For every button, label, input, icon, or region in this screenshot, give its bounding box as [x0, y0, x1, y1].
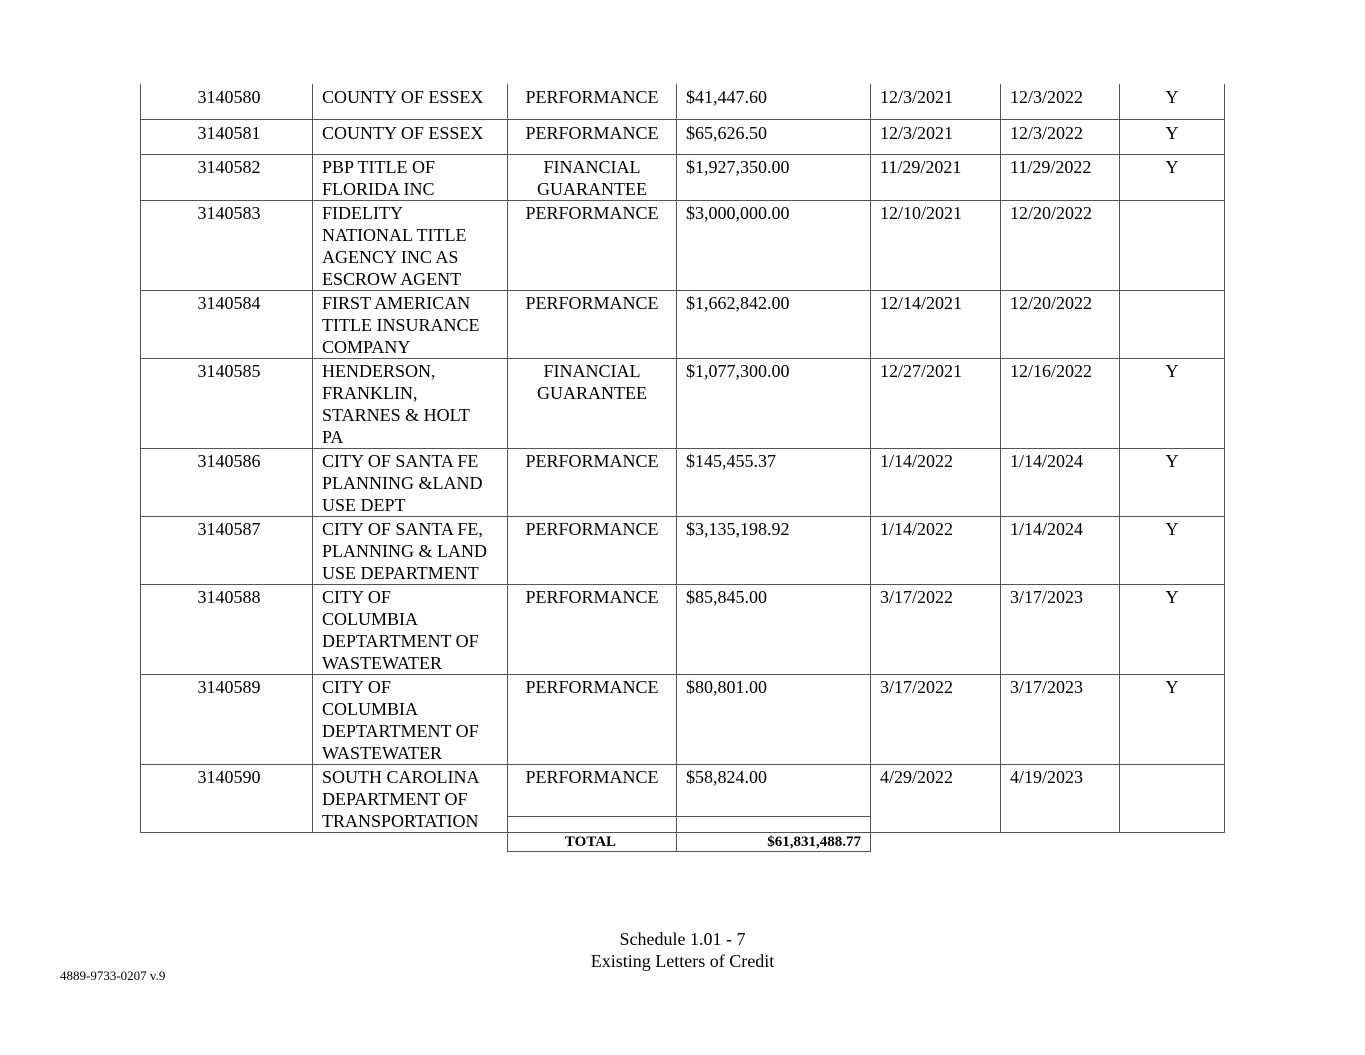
loc-number: 3140581 — [141, 119, 313, 154]
loc-type — [508, 154, 677, 200]
expiry-date: 11/29/2022 — [1001, 154, 1120, 200]
loc-type — [508, 84, 677, 119]
beneficiary-line: CITY OF SANTA FE, — [322, 518, 483, 539]
loc-type-line: PERFORMANCE — [525, 87, 659, 107]
document-id: 4889-9733-0207 v.9 — [60, 968, 166, 983]
expiry-date: 3/17/2023 — [1001, 584, 1120, 674]
loc-number: 3140585 — [141, 358, 313, 448]
loc-type — [508, 200, 677, 290]
beneficiary-line: ESCROW AGENT — [322, 268, 462, 289]
loc-type-line: PERFORMANCE — [525, 676, 659, 697]
expiry-date: 12/20/2022 — [1001, 200, 1120, 290]
loc-type-line: GUARANTEE — [537, 178, 647, 199]
beneficiary-line: CITY OF — [322, 676, 391, 697]
expiry-date: 1/14/2024 — [1001, 448, 1120, 516]
beneficiary-line: FRANKLIN, — [322, 382, 418, 403]
loc-type — [508, 358, 677, 448]
expiry-date: 12/16/2022 — [1001, 358, 1120, 448]
table-row — [141, 516, 1225, 584]
loc-type — [508, 119, 677, 154]
loc-type-line: PERFORMANCE — [525, 518, 659, 539]
beneficiary — [313, 674, 508, 764]
issue-date: 4/29/2022 — [871, 764, 1001, 832]
beneficiary-line: STARNES & HOLT — [322, 404, 470, 425]
beneficiary-line: COLUMBIA — [322, 698, 419, 719]
loc-number: 3140583 — [141, 200, 313, 290]
amount: $58,824.00 — [677, 764, 871, 832]
beneficiary-line: CITY OF — [322, 586, 391, 607]
loc-type — [508, 516, 677, 584]
beneficiary-line: WASTEWATER — [322, 652, 442, 673]
flag — [1120, 764, 1225, 832]
table-row — [141, 154, 1225, 200]
beneficiary — [313, 358, 508, 448]
table-row — [141, 200, 1225, 290]
flag — [1120, 200, 1225, 290]
issue-date: 1/14/2022 — [871, 516, 1001, 584]
beneficiary-line: HENDERSON, — [322, 360, 436, 381]
table-row — [141, 584, 1225, 674]
expiry-date: 4/19/2023 — [1001, 764, 1120, 832]
letters-of-credit-table — [140, 84, 1225, 833]
beneficiary-line: PA — [322, 426, 344, 447]
loc-type-line: PERFORMANCE — [525, 202, 659, 223]
issue-date: 12/14/2021 — [871, 290, 1001, 358]
beneficiary — [313, 290, 508, 358]
expiry-date: 12/3/2022 — [1001, 84, 1120, 119]
table-row — [141, 84, 1225, 119]
beneficiary — [313, 84, 508, 119]
table-row — [141, 448, 1225, 516]
amount: $85,845.00 — [677, 584, 871, 674]
issue-date: 12/10/2021 — [871, 200, 1001, 290]
beneficiary-line: AGENCY INC AS — [322, 246, 459, 267]
issue-date: 12/27/2021 — [871, 358, 1001, 448]
table-row — [141, 674, 1225, 764]
beneficiary-line: FLORIDA INC — [322, 178, 435, 199]
flag: Y — [1120, 358, 1225, 448]
table-row — [141, 119, 1225, 154]
beneficiary-line: PLANNING & LAND — [322, 540, 487, 561]
issue-date: 12/3/2021 — [871, 84, 1001, 119]
beneficiary — [313, 448, 508, 516]
amount: $41,447.60 — [677, 84, 871, 119]
issue-date: 3/17/2022 — [871, 584, 1001, 674]
expiry-date: 3/17/2023 — [1001, 674, 1120, 764]
loc-number: 3140589 — [141, 674, 313, 764]
issue-date: 12/3/2021 — [871, 119, 1001, 154]
beneficiary-line: COLUMBIA — [322, 608, 419, 629]
beneficiary-line: COMPANY — [322, 336, 411, 357]
loc-type-line: FINANCIAL — [543, 360, 641, 381]
flag: Y — [1120, 516, 1225, 584]
loc-number: 3140580 — [141, 84, 313, 119]
flag: Y — [1120, 84, 1225, 119]
beneficiary — [313, 154, 508, 200]
loc-number: 3140582 — [141, 154, 313, 200]
loc-type — [508, 584, 677, 674]
loc-type-line: PERFORMANCE — [525, 450, 659, 471]
beneficiary-line: PBP TITLE OF — [322, 156, 436, 177]
loc-type — [508, 290, 677, 358]
amount: $1,662,842.00 — [677, 290, 871, 358]
beneficiary-line: FIDELITY — [322, 202, 403, 223]
beneficiary — [313, 764, 508, 832]
issue-date: 11/29/2021 — [871, 154, 1001, 200]
loc-type-line: PERFORMANCE — [525, 292, 659, 313]
loc-number: 3140587 — [141, 516, 313, 584]
beneficiary-line: CITY OF SANTA FE — [322, 450, 479, 471]
beneficiary-line: TITLE INSURANCE — [322, 314, 480, 335]
loc-type — [508, 674, 677, 764]
loc-type-line: GUARANTEE — [537, 382, 647, 403]
flag: Y — [1120, 154, 1225, 200]
flag: Y — [1120, 584, 1225, 674]
flag: Y — [1120, 448, 1225, 516]
loc-type-line: PERFORMANCE — [525, 122, 659, 143]
beneficiary-line: DEPTARTMENT OF — [322, 720, 479, 741]
beneficiary-line: COUNTY OF ESSEX — [322, 87, 484, 107]
table-row — [141, 290, 1225, 358]
amount: $145,455.37 — [677, 448, 871, 516]
expiry-date: 12/3/2022 — [1001, 119, 1120, 154]
beneficiary-line: COUNTY OF ESSEX — [322, 122, 484, 143]
beneficiary-line: USE DEPT — [322, 494, 406, 515]
amount: $3,000,000.00 — [677, 200, 871, 290]
flag: Y — [1120, 119, 1225, 154]
beneficiary-line: TRANSPORTATION — [322, 810, 479, 831]
flag — [1120, 290, 1225, 358]
total-row — [508, 817, 871, 852]
expiry-date: 12/20/2022 — [1001, 290, 1120, 358]
issue-date: 1/14/2022 — [871, 448, 1001, 516]
schedule-number: Schedule 1.01 - 7 — [619, 929, 746, 949]
amount: $1,927,350.00 — [677, 154, 871, 200]
beneficiary-line: USE DEPARTMENT — [322, 562, 479, 583]
loc-number: 3140586 — [141, 448, 313, 516]
issue-date: 3/17/2022 — [871, 674, 1001, 764]
beneficiary-line: DEPARTMENT OF — [322, 788, 468, 809]
beneficiary — [313, 516, 508, 584]
amount: $80,801.00 — [677, 674, 871, 764]
flag: Y — [1120, 674, 1225, 764]
loc-number: 3140584 — [141, 290, 313, 358]
table-body — [141, 84, 1225, 832]
beneficiary-line: NATIONAL TITLE — [322, 224, 467, 245]
loc-type-line: FINANCIAL — [543, 156, 641, 177]
amount: $65,626.50 — [677, 119, 871, 154]
beneficiary-line: SOUTH CAROLINA — [322, 766, 480, 787]
beneficiary — [313, 200, 508, 290]
loc-type — [508, 448, 677, 516]
schedule-title: Existing Letters of Credit — [590, 951, 775, 971]
beneficiary-line: DEPTARTMENT OF — [322, 630, 479, 651]
beneficiary — [313, 584, 508, 674]
table-row — [141, 358, 1225, 448]
loc-number: 3140590 — [141, 764, 313, 832]
loc-type-line: PERFORMANCE — [525, 766, 659, 787]
loc-number: 3140588 — [141, 584, 313, 674]
beneficiary — [313, 119, 508, 154]
beneficiary-line: PLANNING &LAND — [322, 472, 483, 493]
total-value: $61,831,488.77 — [677, 817, 871, 852]
total-label: TOTAL — [508, 817, 677, 852]
amount: $1,077,300.00 — [677, 358, 871, 448]
expiry-date: 1/14/2024 — [1001, 516, 1120, 584]
amount: $3,135,198.92 — [677, 516, 871, 584]
beneficiary-line: WASTEWATER — [322, 742, 442, 763]
beneficiary-line: FIRST AMERICAN — [322, 292, 471, 313]
total-table — [507, 816, 871, 852]
loc-type-line: PERFORMANCE — [525, 586, 659, 607]
